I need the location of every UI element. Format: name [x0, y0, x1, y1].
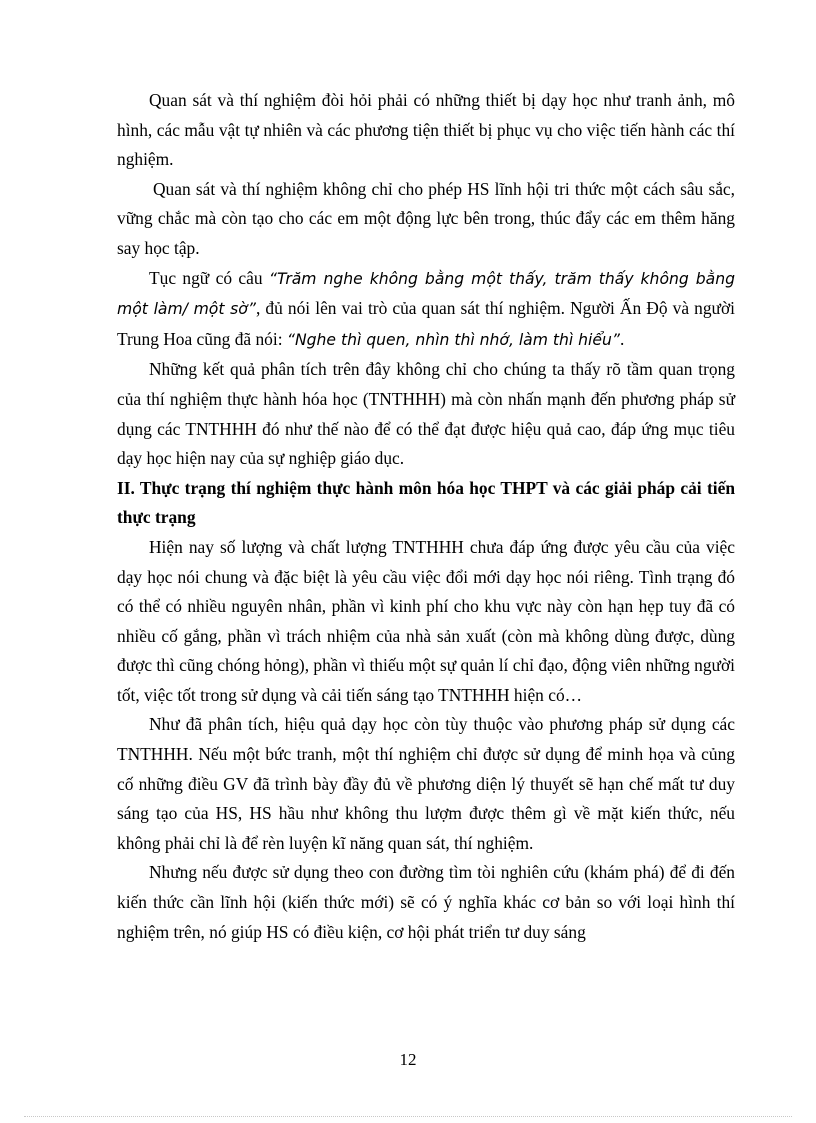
- paragraph-4: Những kết quả phân tích trên đây không chỉ cho chúng ta thấy rõ tầm quan trọng của thí nghiệm thực hành hóa học (TNTHHH) mà còn nhấn mạnh đến phương pháp sử dụng các TNTHHH đó như thế nào để có thể đạt được hiệu quả cao, đáp ứng mục tiêu dạy học hiện nay của sự nghiệp giáo dục.: [117, 359, 735, 469]
- paragraph-1: Quan sát và thí nghiệm đòi hỏi phải có những thiết bị dạy học như tranh ảnh, mô hình, các mẫu vật tự nhiên và các phương tiện thiết bị phục vụ cho việc tiến hành các thí nghiệm.: [117, 90, 735, 170]
- page-number: 12: [399, 1050, 417, 1069]
- paragraph-7: Nhưng nếu được sử dụng theo con đường tìm tòi nghiên cứu (khám phá) để đi đến kiến thức cần lĩnh hội (kiến thức mới) sẽ có ý nghĩa khác cơ bản so với loại hình thí nghiệm trên, nó giúp HS có điều kiện, cơ hội phát triển tư duy sáng: [117, 862, 735, 942]
- bottom-divider: [24, 1116, 792, 1117]
- paragraph-3-middle: , đủ nói lên vai trò của quan sát thí nghiệm. Người Ấn Độ và người Trung Hoa cũng đã nói:: [117, 298, 735, 349]
- section-heading: II. Thực trạng thí nghiệm thực hành môn hóa học THPT và các giải pháp cải tiến thực trạng: [117, 477, 735, 528]
- paragraph-5: Hiện nay số lượng và chất lượng TNTHHH chưa đáp ứng được yêu cầu của việc dạy học nói chung và đặc biệt là yêu cầu việc đổi mới dạy học nói riêng. Tình trạng đó có thể có nhiều nguyên nhân, phần vì kinh phí cho khu vực này còn hạn hẹp tuy đã có nhiều cố gắng, phần vì trách nhiệm của nhà sản xuất (còn mà không dùng được, dùng được thì cũng chóng hỏng), phần vì thiếu một sự quản lí chỉ đạo, động viên những người tốt, việc tốt trong sử dụng và cải tiến sáng tạo TNTHHH hiện có…: [117, 536, 735, 705]
- paragraph-6: Như đã phân tích, hiệu quả dạy học còn tùy thuộc vào phương pháp sử dụng các TNTHHH. Nếu một bức tranh, một thí nghiệm chỉ được sử dụng để minh họa và củng cố những điều GV đã trình bày đầy đủ về phương diện lý thuyết sẽ hạn chế mất tư duy sáng tạo của HS, HS hầu như không thu lượm được thêm gì về mặt kiến thức, nếu không phải chỉ là để rèn luyện kĩ năng quan sát, thí nghiệm.: [117, 714, 735, 853]
- body-text: [117, 86, 735, 947]
- paragraph-3: [117, 264, 735, 356]
- paragraph-3-intro: Tục ngữ có câu: [149, 267, 269, 288]
- proverb-quote: “Trăm nghe không bằng một thấy, trăm thấy không bằng một làm/ một sờ”: [117, 269, 735, 319]
- paragraph-2: Quan sát và thí nghiệm không chỉ cho phép HS lĩnh hội tri thức một cách sâu sắc, vững chắc mà còn tạo cho các em một động lực bên trong, thúc đẩy các em thêm hăng say học tập.: [117, 178, 735, 258]
- saying-quote: “Nghe thì quen, nhìn thì nhớ, làm thì hiểu”: [286, 330, 620, 349]
- paragraph-3-end: .: [619, 328, 625, 349]
